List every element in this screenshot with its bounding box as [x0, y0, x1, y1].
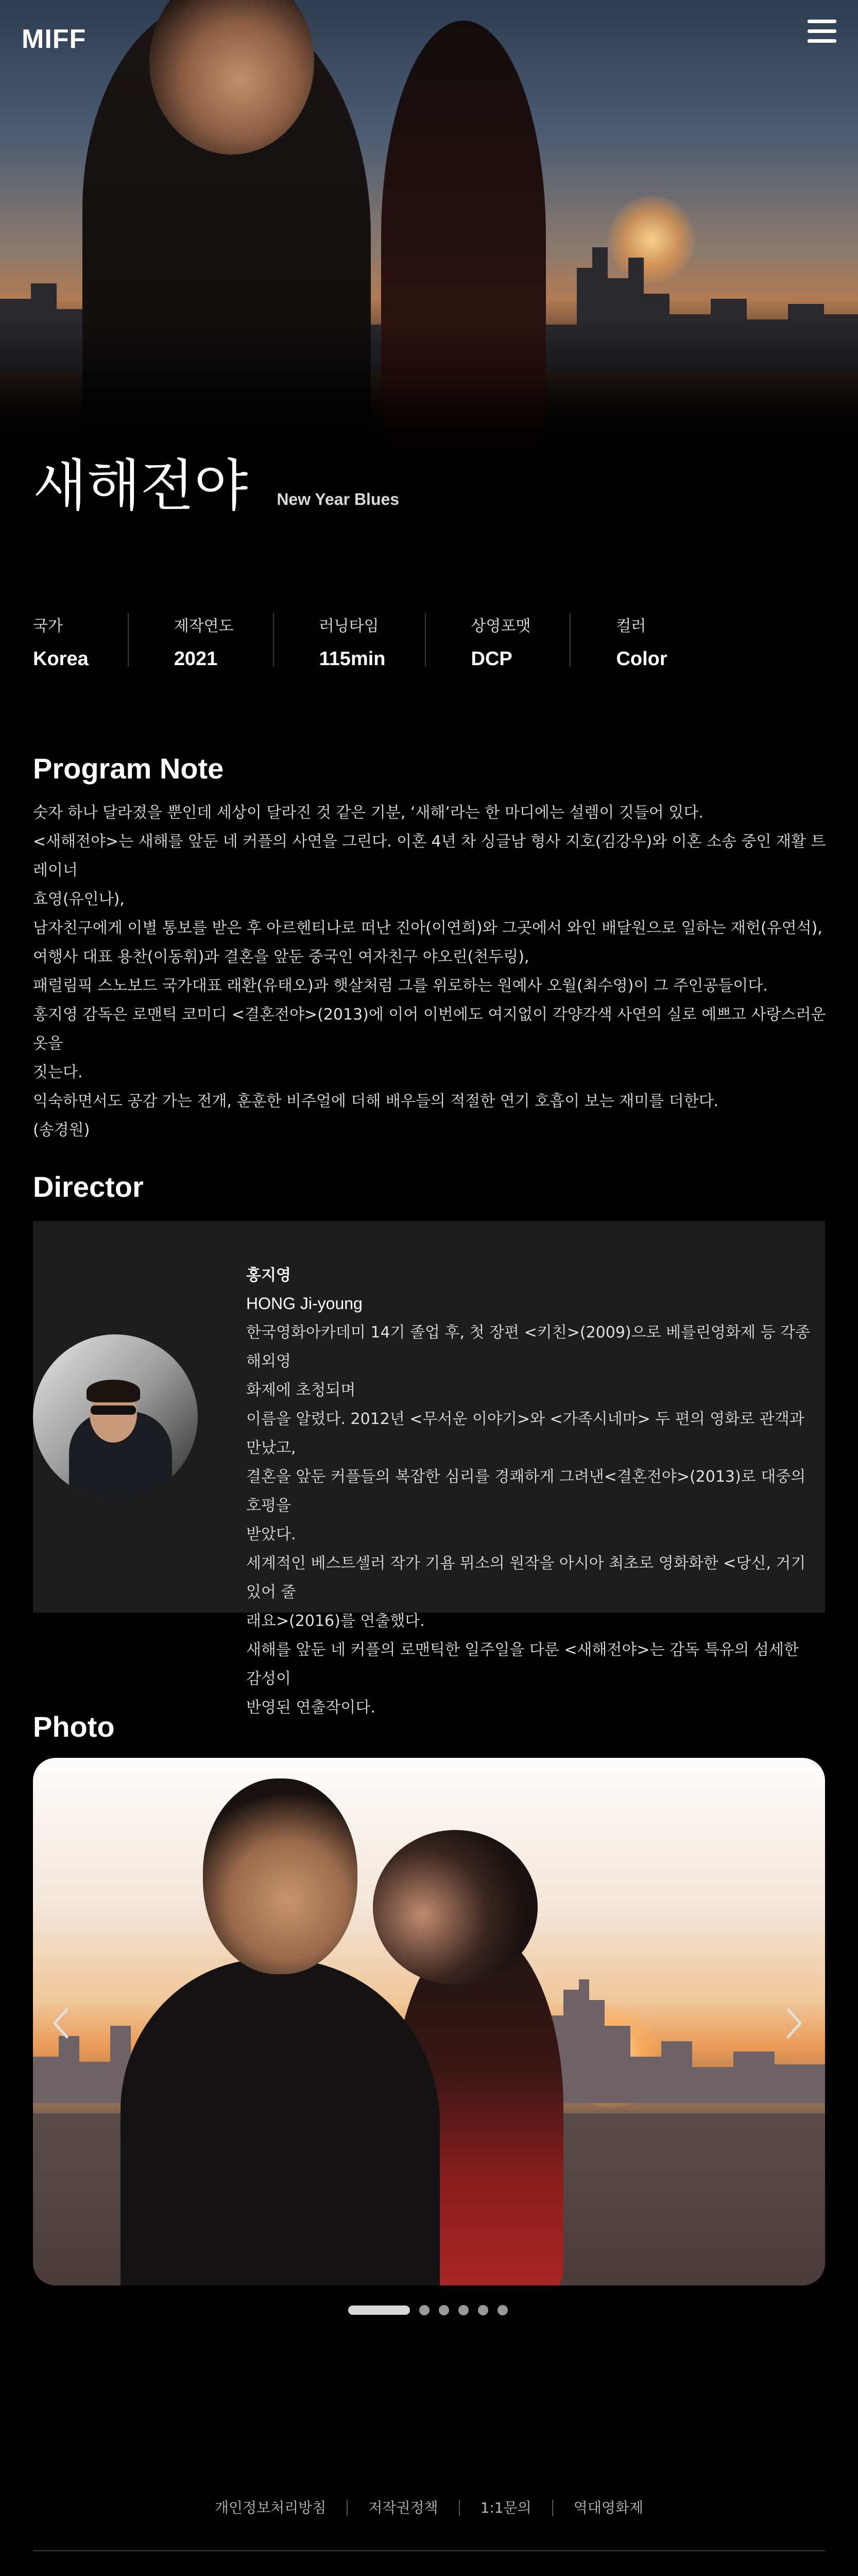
photo-man-head	[203, 1778, 357, 1974]
info-value: 2021	[174, 648, 218, 670]
bio-line: 한국영화아카데미 14기 졸업 후, 첫 장편 <키친>(2009)으로 베를린영화제 등 각종 해외영	[246, 1324, 811, 1370]
hero-image	[0, 0, 858, 453]
footer-link-privacy[interactable]: 개인정보처리방침	[194, 2500, 348, 2516]
footer-link-history[interactable]: 역대영화제	[573, 2499, 644, 2516]
info-country	[33, 613, 129, 670]
avatar-glasses	[91, 1405, 136, 1415]
info-year	[174, 613, 274, 670]
director-title: Director	[33, 1171, 144, 1203]
note-line: 짓는다.	[33, 1063, 83, 1081]
director-avatar	[33, 1334, 198, 1499]
info-label: 제작연도	[174, 617, 234, 635]
prev-slide-button[interactable]	[46, 2005, 77, 2041]
photo-woman-head	[373, 1830, 538, 1985]
slide-dot-4[interactable]	[458, 2305, 469, 2315]
footer-link-copyright[interactable]: 저작권정책	[348, 2500, 459, 2516]
info-value: Korea	[33, 648, 89, 670]
director-name-english: HONG Ji-young	[246, 1294, 363, 1313]
program-note-title: Program Note	[33, 752, 224, 785]
director-card	[33, 1221, 825, 1717]
info-runtime	[319, 613, 426, 670]
film-title-english: New Year Blues	[277, 490, 400, 509]
info-label: 국가	[33, 617, 63, 635]
note-line: 홍지영 감독은 로맨틱 코미디 <결혼전야>(2013)에 이어 이번에도 여지없이 각양각색 사연의 실로 예쁘고 사랑스러운 옷을	[33, 1006, 826, 1053]
bio-line: 래요>(2016)를 연출했다.	[246, 1612, 425, 1630]
director-bio	[246, 1318, 818, 1722]
note-line: <새해전야>는 새해를 앞둔 네 커플의 사연을 그린다. 이혼 4년 차 싱글남 형사 지호(김강우)와 이혼 소송 중인 재활 트레이너	[33, 833, 826, 879]
footer-divider	[33, 2550, 825, 2551]
note-line: 여행사 대표 용찬(이동휘)과 결혼을 앞둔 중국인 여자친구 야오린(천두링),	[33, 948, 529, 966]
program-note-text	[33, 799, 826, 1145]
bio-line: 세계적인 베스트셀러 작가 기욤 뮈소의 원작을 아시아 최초로 영화화한 <당신, 거기 있어 줄	[246, 1554, 806, 1601]
bio-line: 받았다.	[246, 1526, 296, 1544]
footer-links	[0, 2500, 858, 2516]
info-label: 러닝타임	[319, 617, 379, 635]
info-label: 컬러	[616, 617, 646, 635]
bio-line: 새해를 앞둔 네 커플의 로맨틱한 일주일을 다룬 <새해전야>는 감독 특유의 섬세한 감성이	[246, 1641, 799, 1688]
note-line: 숫자 하나 달라졌을 뿐인데 세상이 달라진 것 같은 기분, ‘새해’라는 한 마디에는 설렘이 깃들어 있다.	[33, 804, 703, 822]
note-line: (송경원)	[33, 1121, 90, 1139]
slide-dot-2[interactable]	[419, 2305, 430, 2315]
photo-title: Photo	[33, 1710, 115, 1743]
info-label: 상영포맷	[471, 617, 531, 635]
slide-dot-3[interactable]	[439, 2305, 449, 2315]
note-line: 패럴림픽 스노보드 국가대표 래환(유태오)과 햇살처럼 그를 위로하는 원예사 오월(최수영)이 그 주인공들이다.	[33, 977, 768, 995]
note-line: 남자친구에게 이별 통보를 받은 후 아르헨티나로 떠난 진아(이연희)와 그곳에서 와인 배달원으로 일하는 재헌(유연석),	[33, 919, 822, 937]
footer-link-inquiry[interactable]: 1:1문의	[460, 2500, 553, 2516]
info-color	[616, 613, 706, 670]
film-info	[33, 613, 752, 670]
hero-fade	[0, 319, 858, 453]
slider-pagination	[348, 2305, 508, 2315]
info-value: DCP	[471, 648, 512, 670]
next-slide-button[interactable]	[778, 2005, 809, 2041]
bio-line: 이름을 알렸다. 2012년 <무서운 이야기>와 <가족시네마> 두 편의 영화로 관객과 만났고,	[246, 1410, 804, 1457]
photo-slider[interactable]	[33, 1758, 825, 2285]
info-format	[471, 613, 571, 670]
photo-man-figure	[121, 1959, 440, 2285]
avatar-hair	[87, 1380, 140, 1402]
bio-line: 결혼을 앞둔 커플들의 복잡한 심리를 경쾌하게 그려낸<결혼전야>(2013)로 대중의 호평을	[246, 1468, 806, 1515]
slide-dot-6[interactable]	[497, 2305, 508, 2315]
director-info	[246, 1262, 818, 1722]
film-title-row	[33, 454, 400, 518]
slide-dot-1[interactable]	[348, 2306, 410, 2315]
bio-line: 화제에 초청되며	[246, 1381, 356, 1399]
info-value: Color	[616, 648, 667, 670]
note-line: 익숙하면서도 공감 가는 전개, 훈훈한 비주얼에 더해 배우들의 적절한 연기 호흡이 보는 재미를 더한다.	[33, 1092, 719, 1110]
bio-line: 반영된 연출작이다.	[246, 1699, 375, 1717]
slide-dot-5[interactable]	[478, 2305, 488, 2315]
info-value: 115min	[319, 648, 386, 670]
film-title-korean: 새해전야	[33, 454, 248, 518]
note-line: 효영(유인나),	[33, 890, 125, 908]
director-name-korean: 홍지영	[246, 1266, 291, 1284]
chevron-left-icon	[46, 2005, 77, 2041]
site-logo[interactable]: MIFF	[22, 24, 87, 54]
chevron-right-icon	[778, 2005, 809, 2041]
hamburger-menu-icon[interactable]	[806, 20, 837, 45]
